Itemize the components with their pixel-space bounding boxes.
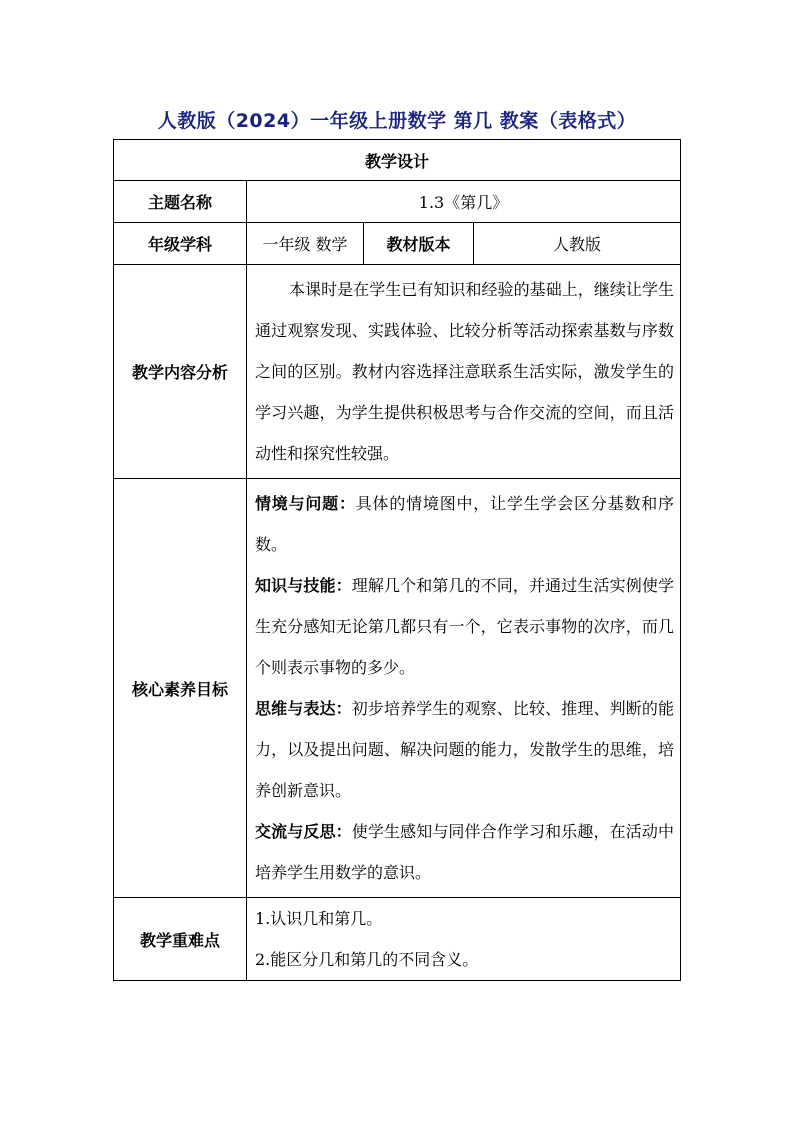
goal-text: 使学生感知与同伴合作学习和乐趣，在活动中培养学生用数学的意识。 (255, 822, 674, 882)
goal-item (255, 565, 674, 688)
core-goals-label: 核心素养目标 (114, 479, 247, 898)
goal-item (255, 483, 674, 565)
page-title: 人教版（2024）一年级上册数学 第几 教案（表格式） (157, 110, 637, 132)
analysis-text: 本课时是在学生已有知识和经验的基础上，继续让学生通过观察发现、实践体验、比较分析等活动探索基数与序数之间的区别。教材内容选择注意联系生活实际，激发学生的学习兴趣，为学生提供积极思考与合作交流的空间，而且活动性和探究性较强。 (247, 265, 681, 479)
goal-heading: 知识与技能： (255, 576, 352, 595)
goal-text: 理解几个和第几的不同，并通过生活实例使学生充分感知无论第几都只有一个，它表示事物的次序，而几个则表示事物的多少。 (255, 576, 675, 677)
topic-label: 主题名称 (114, 181, 247, 223)
key-points-content (247, 898, 681, 981)
table-header-row (114, 140, 681, 181)
goal-text: 初步培养学生的观察、比较、推理、判断的能力，以及提出问题、解决问题的能力，发散学生的思维，培养创新意识。 (255, 699, 675, 800)
analysis-row (114, 265, 681, 479)
topic-value: 1.3《第几》 (247, 181, 681, 223)
key-point-line: 1.认识几和第几。 (255, 909, 383, 928)
edition-value: 人教版 (474, 223, 681, 265)
table-header: 教学设计 (114, 140, 681, 181)
key-points-row (114, 898, 681, 981)
grade-label: 年级学科 (114, 223, 247, 265)
topic-row (114, 181, 681, 223)
key-point-line: 2.能区分几和第几的不同含义。 (255, 950, 479, 969)
grade-row (114, 223, 681, 265)
lesson-plan-table (113, 139, 681, 981)
core-goals-row (114, 479, 681, 898)
analysis-label: 教学内容分析 (114, 265, 247, 479)
core-goals-content (247, 479, 681, 898)
goal-item (255, 688, 674, 811)
edition-label: 教材版本 (364, 223, 474, 265)
goal-item (255, 811, 674, 893)
grade-value: 一年级 数学 (247, 223, 364, 265)
goal-text: 具体的情境图中，让学生学会区分基数和序数。 (255, 494, 674, 554)
goal-heading: 交流与反思： (255, 822, 352, 841)
goal-heading: 思维与表达： (255, 699, 352, 718)
goal-heading: 情境与问题： (255, 494, 356, 513)
key-points-label: 教学重难点 (114, 898, 247, 981)
